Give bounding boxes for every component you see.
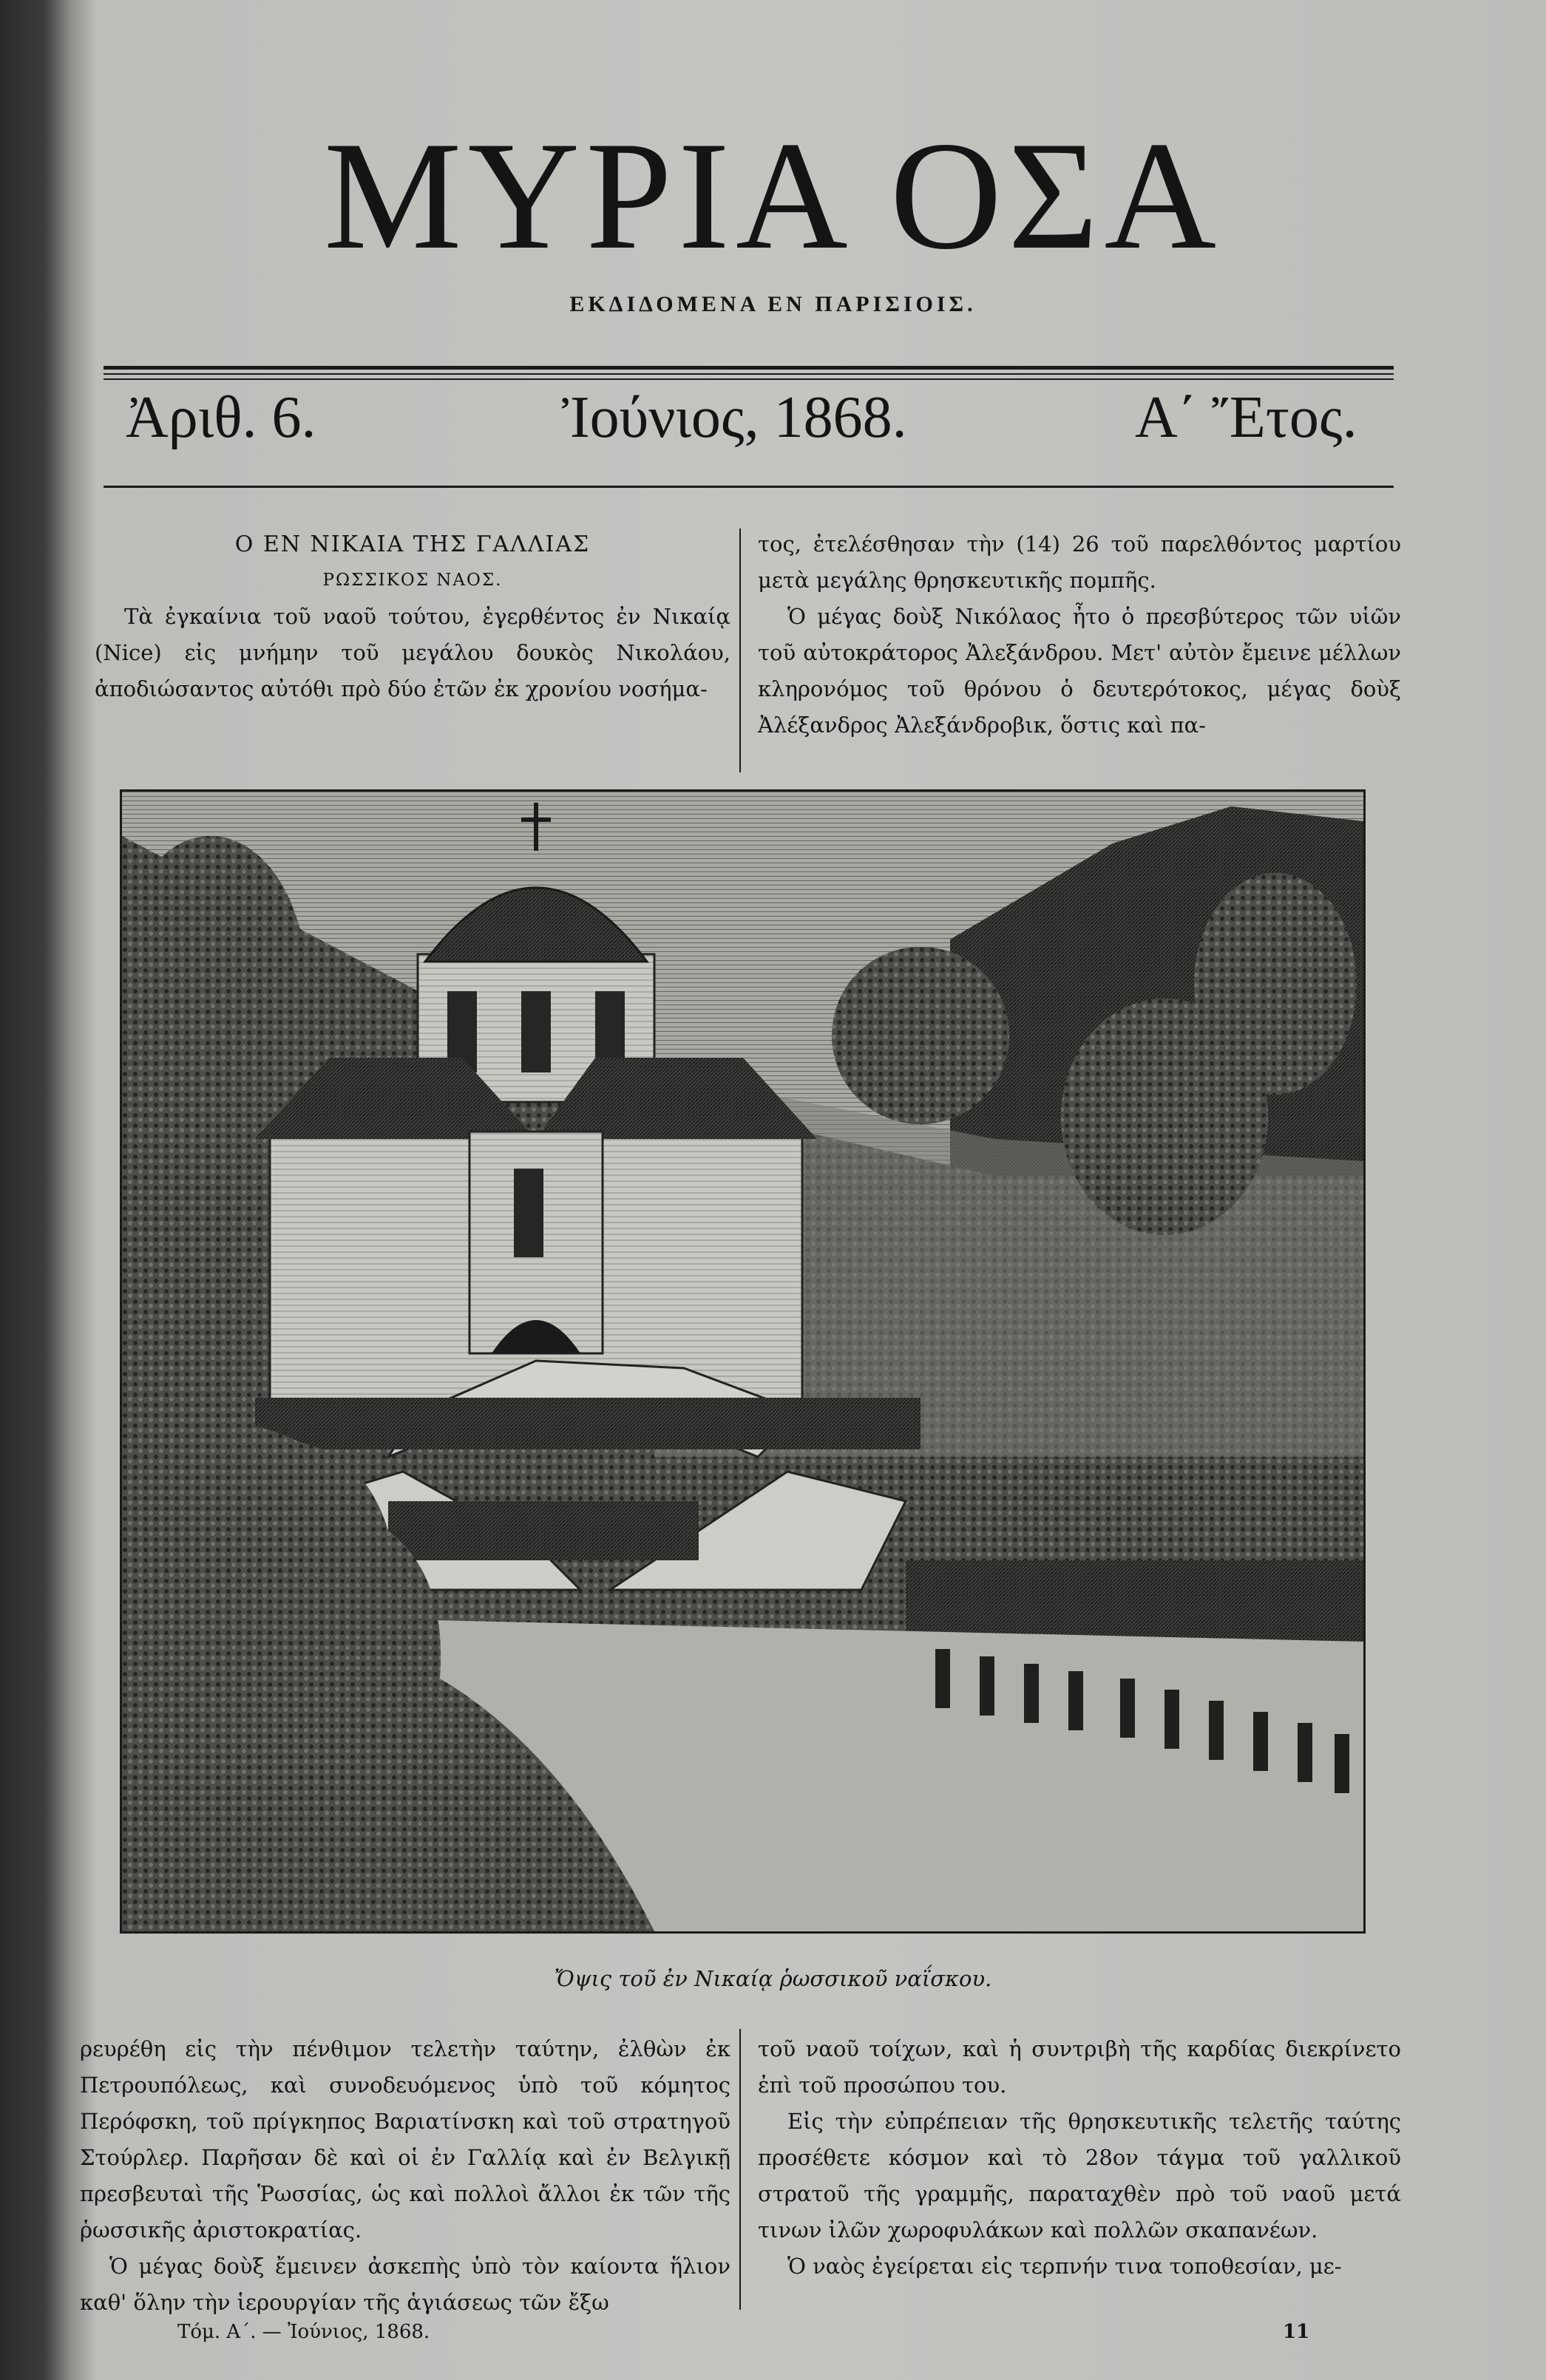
footer-volume: Τόμ. Α΄. — Ἰούνιος, 1868. [177,2321,430,2343]
page-number: 11 [1283,2321,1310,2343]
article-subtitle: ΡΩΣΣΙΚΟΣ ΝΑΟΣ. [322,571,503,590]
article-paragraph: Τὰ ἐγκαίνια τοῦ ναοῦ τούτου, ἐγερθέντος ἐν Νικαίᾳ (Nice) εἰς μνήμην τοῦ μεγάλου δουκὸς Νικολάου, ἀποδιώσαντος αὐτόθι πρὸ δύο ἐτῶν ἐκ χρονίου νοσήμα- [95,604,730,701]
illustration-caption: Ὄψις τοῦ ἐν Νικαίᾳ ῥωσσικοῦ ναΐσκου. [554,1966,992,1991]
article-paragraph: τοῦ ναοῦ τοίχων, καὶ ἡ συντριβὴ τῆς καρδίας διεκρίνετο ἐπὶ τοῦ προσώπου του. [758,2036,1401,2098]
church-engraving [120,789,1366,1934]
article-column-bottom-right [758,2031,1401,2285]
article-column-top-right [758,526,1401,744]
header-rule-bottom [104,486,1394,488]
article-paragraph: τος, ἐτελέσθησαν τὴν (14) 26 τοῦ παρελθόντος μαρτίου μετὰ μεγάλης θρησκευτικῆς πομπῆς. [758,531,1401,593]
article-column-top-left [95,526,730,707]
article-paragraph: Ὁ μέγας δοὺξ Νικόλαος ἦτο ὁ πρεσβύτερος τῶν υἱῶν τοῦ αὐτοκράτορος Ἀλεξάνδρου. Μετ' αὐτὸν ἔμεινε μέλλων κληρονόμος τοῦ θρόνου ὁ δευτερότοκος, μέγας δοὺξ Ἀλέξανδρος Ἀλεξάνδροβικ, ὅστις καὶ πα- [758,604,1401,738]
article-title: Ο ΕΝ ΝΙΚΑΙΑ ΤΗΣ ΓΑΛΛΙΑΣ [234,531,591,557]
masthead-subtitle: ΕΚΔΙΔΟΜΕΝΑ ΕΝ ΠΑΡΙΣΙΟΙΣ. [569,292,977,316]
issue-date: Ἰούνιος, 1868. [562,385,907,450]
article-column-bottom-left [80,2031,730,2321]
issue-number: Ἀριθ. 6. [126,385,316,450]
header-rule-top [104,366,1394,370]
issue-year: Α΄ Ἔτος. [1135,385,1357,450]
column-divider [739,2029,741,2310]
article-paragraph: Ὁ ναὸς ἐγείρεται εἰς τερπνήν τινα τοποθεσίαν, με- [787,2254,1342,2279]
issue-bar [104,373,1390,477]
article-paragraph: Εἰς τὴν εὐπρέπειαν τῆς θρησκευτικῆς τελετῆς ταύτης προσέθετε κόσμον καὶ τὸ 28ον τάγμα τοῦ γαλλικοῦ στρατοῦ τῆς γραμμῆς, παραταχθὲν πρὸ τοῦ ναοῦ μετά τινων ἰλῶν χωροφυλάκων καὶ πολλῶν σκαπανέων. [758,2109,1401,2243]
masthead-title: ΜΥΡΙΑ ΟΣΑ [323,110,1223,282]
article-paragraph: Ὁ μέγας δοὺξ ἔμεινεν ἀσκεπὴς ὑπὸ τὸν καίοντα ἥλιον καθ' ὅλην τὴν ἱερουργίαν τῆς ἁγιάσεως τῶν ἔξω [80,2254,730,2315]
column-divider [739,528,741,772]
article-paragraph: ρευρέθη εἰς τὴν πένθιμον τελετὴν ταύτην, ἐλθὼν ἐκ Πετρουπόλεως, καὶ συνοδευόμενος ὑπὸ τοῦ κόμητος Περόφσκη, τοῦ πρίγκηπος Βαριατίνσκη καὶ τοῦ στρατηγοῦ Στούρλερ. Παρῆσαν δὲ καὶ οἱ ἐν Γαλλίᾳ καὶ ἐν Βελγικῇ πρεσβευταὶ τῆς Ῥωσσίας, ὡς καὶ πολλοὶ ἄλλοι ἐκ τῶν τῆς ῥωσσικῆς ἀριστοκρατίας. [80,2036,730,2243]
